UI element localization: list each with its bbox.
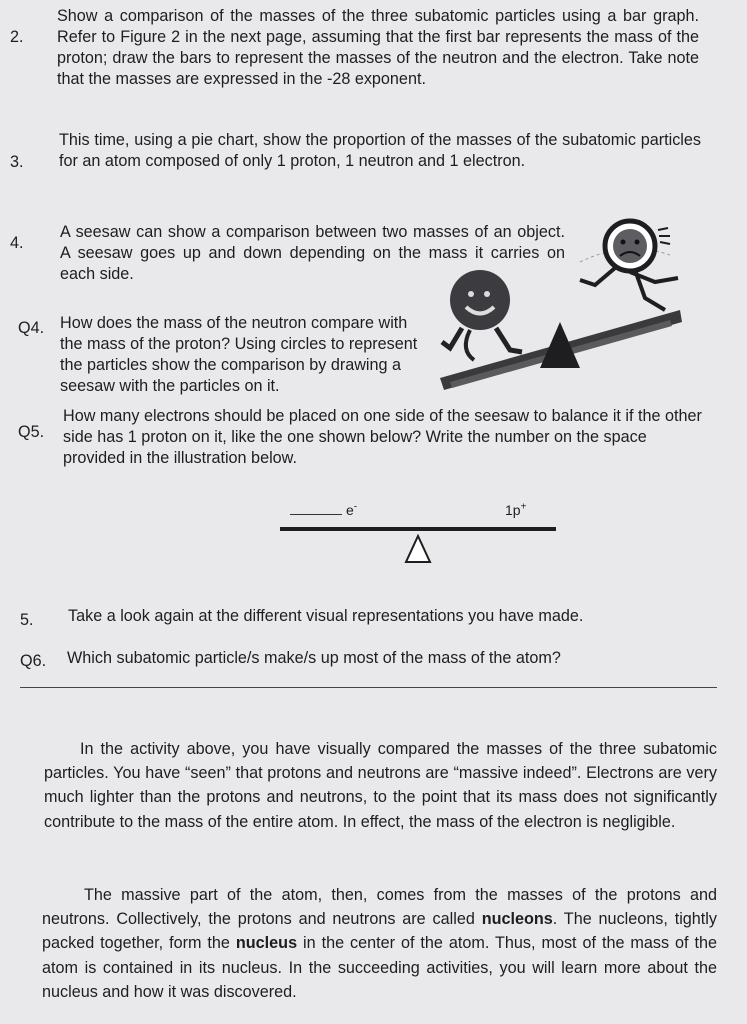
seesaw-illustration — [430, 210, 690, 400]
item-2-text: Show a comparison of the masses of the three subatomic particles using a bar graph. Refer to Figure 2 in the next page, assuming that the first bar represents the mass of the proton; draw the bars to represent the masses of the neutron and the electron. Take note that the masses are expressed in the -28 exponent. — [57, 7, 699, 88]
q4-text: How does the mass of the neutron compare with the mass of the proton? Using circles to represent the particles show the comparison by drawing a seesaw with the particles on it. — [60, 314, 418, 395]
heavy-face-icon — [442, 270, 522, 360]
light-face-icon — [580, 221, 678, 310]
question-number: Q6. — [20, 652, 47, 670]
term-nucleons: nucleons — [481, 910, 553, 929]
summary-paragraph-1: In the activity above, you have visually compared the masses of the three subatomic particles. You have “seen” that protons and neutrons are “massive indeed”. Electrons are very much lighter than the protons and neutrons, to the point that its mass does not significantly contribute to the mass of the entire atom. In effect, the mass of the electron is negligible. — [44, 740, 717, 831]
term-nucleus: nucleus — [235, 934, 298, 953]
item-number: 2. — [10, 28, 24, 46]
answer-line[interactable] — [20, 687, 717, 688]
item-number: 5. — [20, 611, 34, 629]
answer-blank[interactable] — [290, 500, 350, 520]
q6-text: Which subatomic particle/s make/s up most of the mass of the atom? — [67, 649, 561, 667]
question-number: Q5. — [18, 423, 45, 441]
summary-paragraph-2: The massive part of the atom, then, comes from the masses of the protons and neutrons. Collectively, the protons and neutrons are called nucleons. The nucleons, tightly packed together, form the nucleus in the center of the atom. Thus, most of the mass of the atom is contained in its nucleus. In the succeeding activities, you will learn more about the nucleus and how it was discovered. — [42, 886, 718, 1001]
item-number: 4. — [10, 234, 24, 252]
electron-label: e- — [346, 501, 358, 518]
question-number: Q4. — [18, 319, 45, 337]
balance-seesaw — [280, 522, 560, 568]
q5-text: How many electrons should be placed on one side of the seesaw to balance it if the other side has 1 proton on it, like the one shown below? Write the number on the space provided in the illustration below. — [63, 407, 702, 467]
item-number: 3. — [10, 153, 24, 171]
item-5-text: Take a look again at the different visual representations you have made. — [68, 607, 584, 625]
item-3-text: This time, using a pie chart, show the proportion of the masses of the subatomic particles for an atom composed of only 1 proton, 1 neutron and 1 electron. — [59, 131, 701, 170]
proton-label: 1p+ — [505, 501, 527, 518]
item-4-text: A seesaw can show a comparison between two masses of an object. A seesaw goes up and down depending on the mass it carries on each side. — [60, 223, 565, 283]
